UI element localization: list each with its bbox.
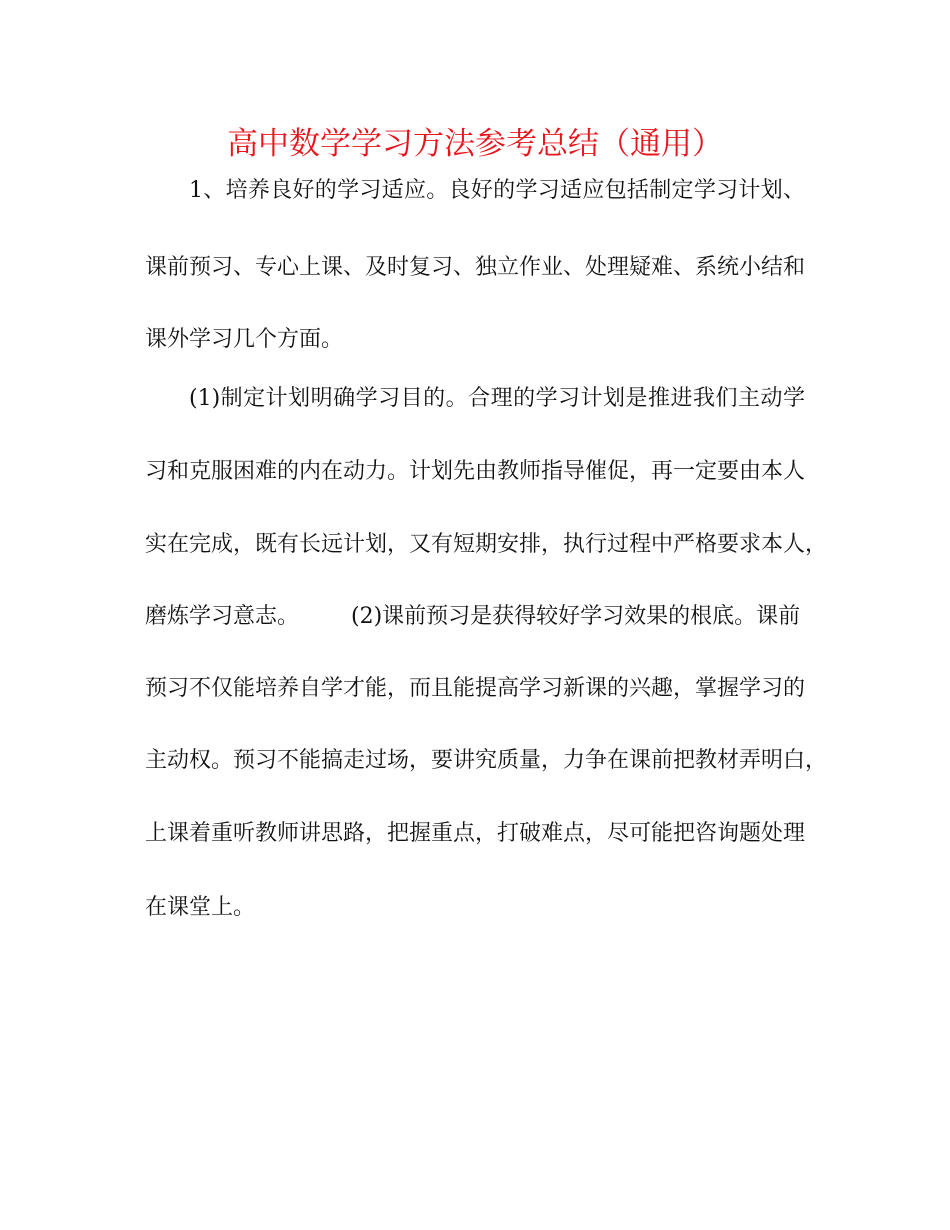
text-line: 课外学习几个方面。 xyxy=(145,327,344,352)
text-line: 预习不仅能培养自学才能，而且能提高学习新课的兴趣，掌握学习的 xyxy=(145,676,806,701)
text-line: 习和克服困难的内在动力。计划先由教师指导催促，再一定要由本人 xyxy=(145,459,806,484)
text-line: 上课着重听教师讲思路，把握重点，打破难点，尽可能把咨询题处理 xyxy=(145,821,806,846)
text-line: 课前预习、专心上课、及时复习、独立作业、处理疑难、系统小结和 xyxy=(145,255,806,280)
text-line: 1、培养良好的学习适应。良好的学习适应包括制定学习计划、 xyxy=(189,178,805,203)
text-segment: 磨炼学习意志。 xyxy=(145,604,300,629)
text-line-composite xyxy=(145,602,805,632)
document-title: 高中数学学习方法参考总结（通用） xyxy=(227,126,723,162)
text-line: 在课堂上。 xyxy=(145,895,256,920)
text-line: (1)制定计划明确学习目的。合理的学习计划是推进我们主动学 xyxy=(189,386,805,411)
text-line: 实在完成，既有长远计划，又有短期安排，执行过程中严格要求本人， xyxy=(145,532,828,557)
text-segment: (2)课前预习是获得较好学习效果的根底。课前 xyxy=(351,604,801,629)
text-line: 主动权。预习不能搞走过场，要讲究质量，力争在课前把教材弄明白， xyxy=(145,748,828,773)
